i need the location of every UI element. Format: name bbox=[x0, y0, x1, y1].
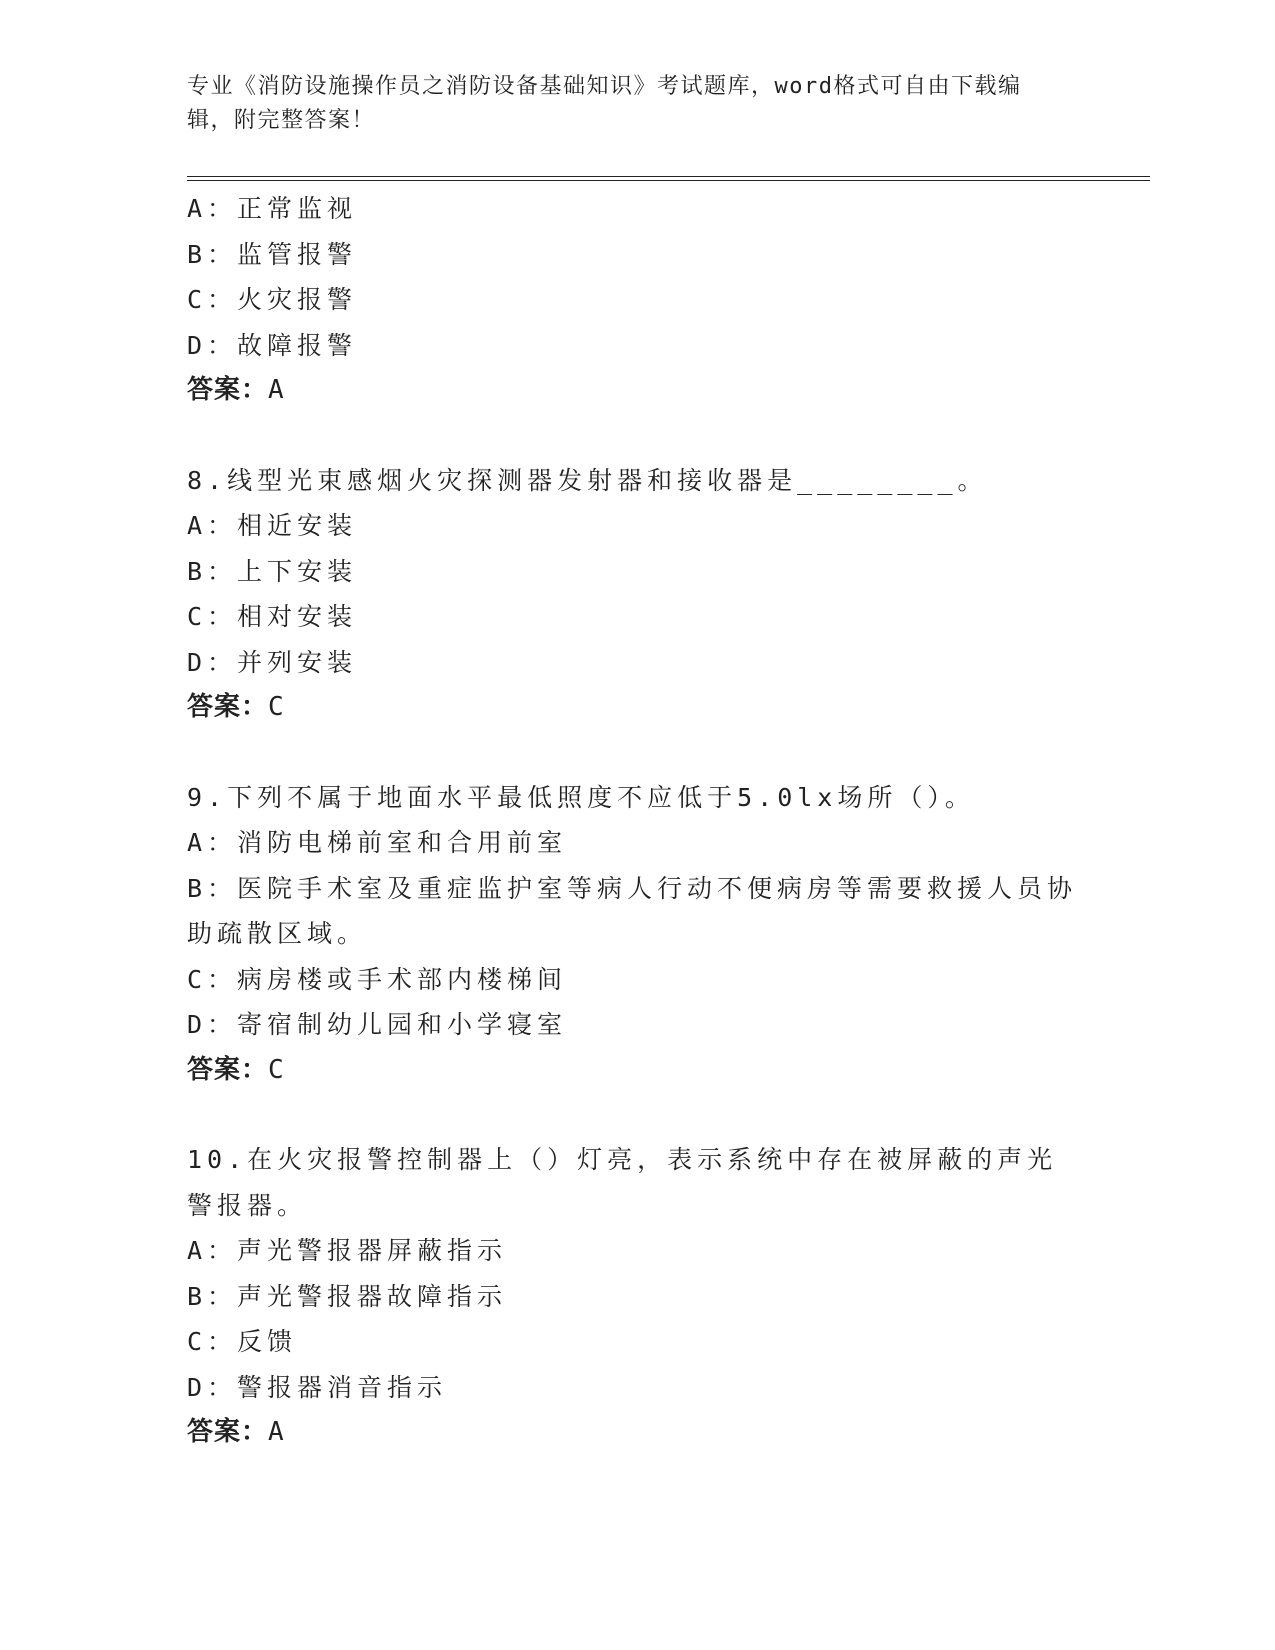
option-a: A：正常监视 bbox=[187, 194, 358, 223]
question-stem: 10.在火灾报警控制器上（）灯亮，表示系统中存在被屏蔽的声光警报器。 bbox=[187, 1145, 1058, 1220]
question-block-10 bbox=[187, 1137, 1087, 1456]
option-a: A：消防电梯前室和合用前室 bbox=[187, 828, 568, 857]
option-d: D：寄宿制幼儿园和小学寝室 bbox=[187, 1010, 568, 1039]
answer-value: A bbox=[268, 1417, 285, 1447]
option-a: A：声光警报器屏蔽指示 bbox=[187, 1236, 508, 1265]
answer-value: C bbox=[268, 692, 285, 722]
option-c: C：火灾报警 bbox=[187, 285, 358, 314]
option-b: B：上下安装 bbox=[187, 556, 358, 586]
question-block-8 bbox=[187, 458, 1087, 731]
answer-label: 答案： bbox=[187, 1417, 269, 1447]
option-c: C：反馈 bbox=[187, 1327, 298, 1356]
question-block-7 bbox=[187, 186, 1087, 414]
option-c: C：病房楼或手术部内楼梯间 bbox=[187, 964, 568, 994]
header-text: 专业《消防设施操作员之消防设备基础知识》考试题库，word格式可自由下载编辑，附完整答案！ bbox=[187, 74, 1022, 133]
header-divider bbox=[187, 176, 1150, 181]
answer-line bbox=[187, 1410, 1087, 1456]
option-b: B：声光警报器故障指示 bbox=[187, 1281, 508, 1311]
question-stem: 8.线型光束感烟火灾探测器发射器和接收器是________。 bbox=[187, 465, 988, 495]
question-stem: 9.下列不属于地面水平最低照度不应低于5.0lx场所（）。 bbox=[187, 782, 975, 812]
answer-label: 答案： bbox=[187, 1054, 269, 1085]
answer-label: 答案： bbox=[187, 692, 269, 722]
answer-value: A bbox=[268, 375, 285, 405]
answer-label: 答案： bbox=[187, 375, 269, 405]
answer-line bbox=[187, 685, 1087, 731]
document-body bbox=[187, 186, 1087, 1456]
option-d: D：警报器消音指示 bbox=[187, 1372, 448, 1402]
answer-line bbox=[187, 1048, 1087, 1094]
option-d: D：并列安装 bbox=[187, 647, 358, 677]
document-header bbox=[187, 70, 1087, 138]
option-b: B：监管报警 bbox=[187, 239, 358, 269]
option-b: B：医院手术室及重症监护室等病人行动不便病房等需要救援人员协助疏散区域。 bbox=[187, 873, 1078, 948]
option-a: A：相近安装 bbox=[187, 511, 358, 540]
option-c: C：相对安装 bbox=[187, 602, 358, 631]
answer-line bbox=[187, 368, 1087, 414]
answer-value: C bbox=[268, 1054, 285, 1085]
question-block-9 bbox=[187, 775, 1087, 1094]
option-d: D：故障报警 bbox=[187, 330, 358, 360]
